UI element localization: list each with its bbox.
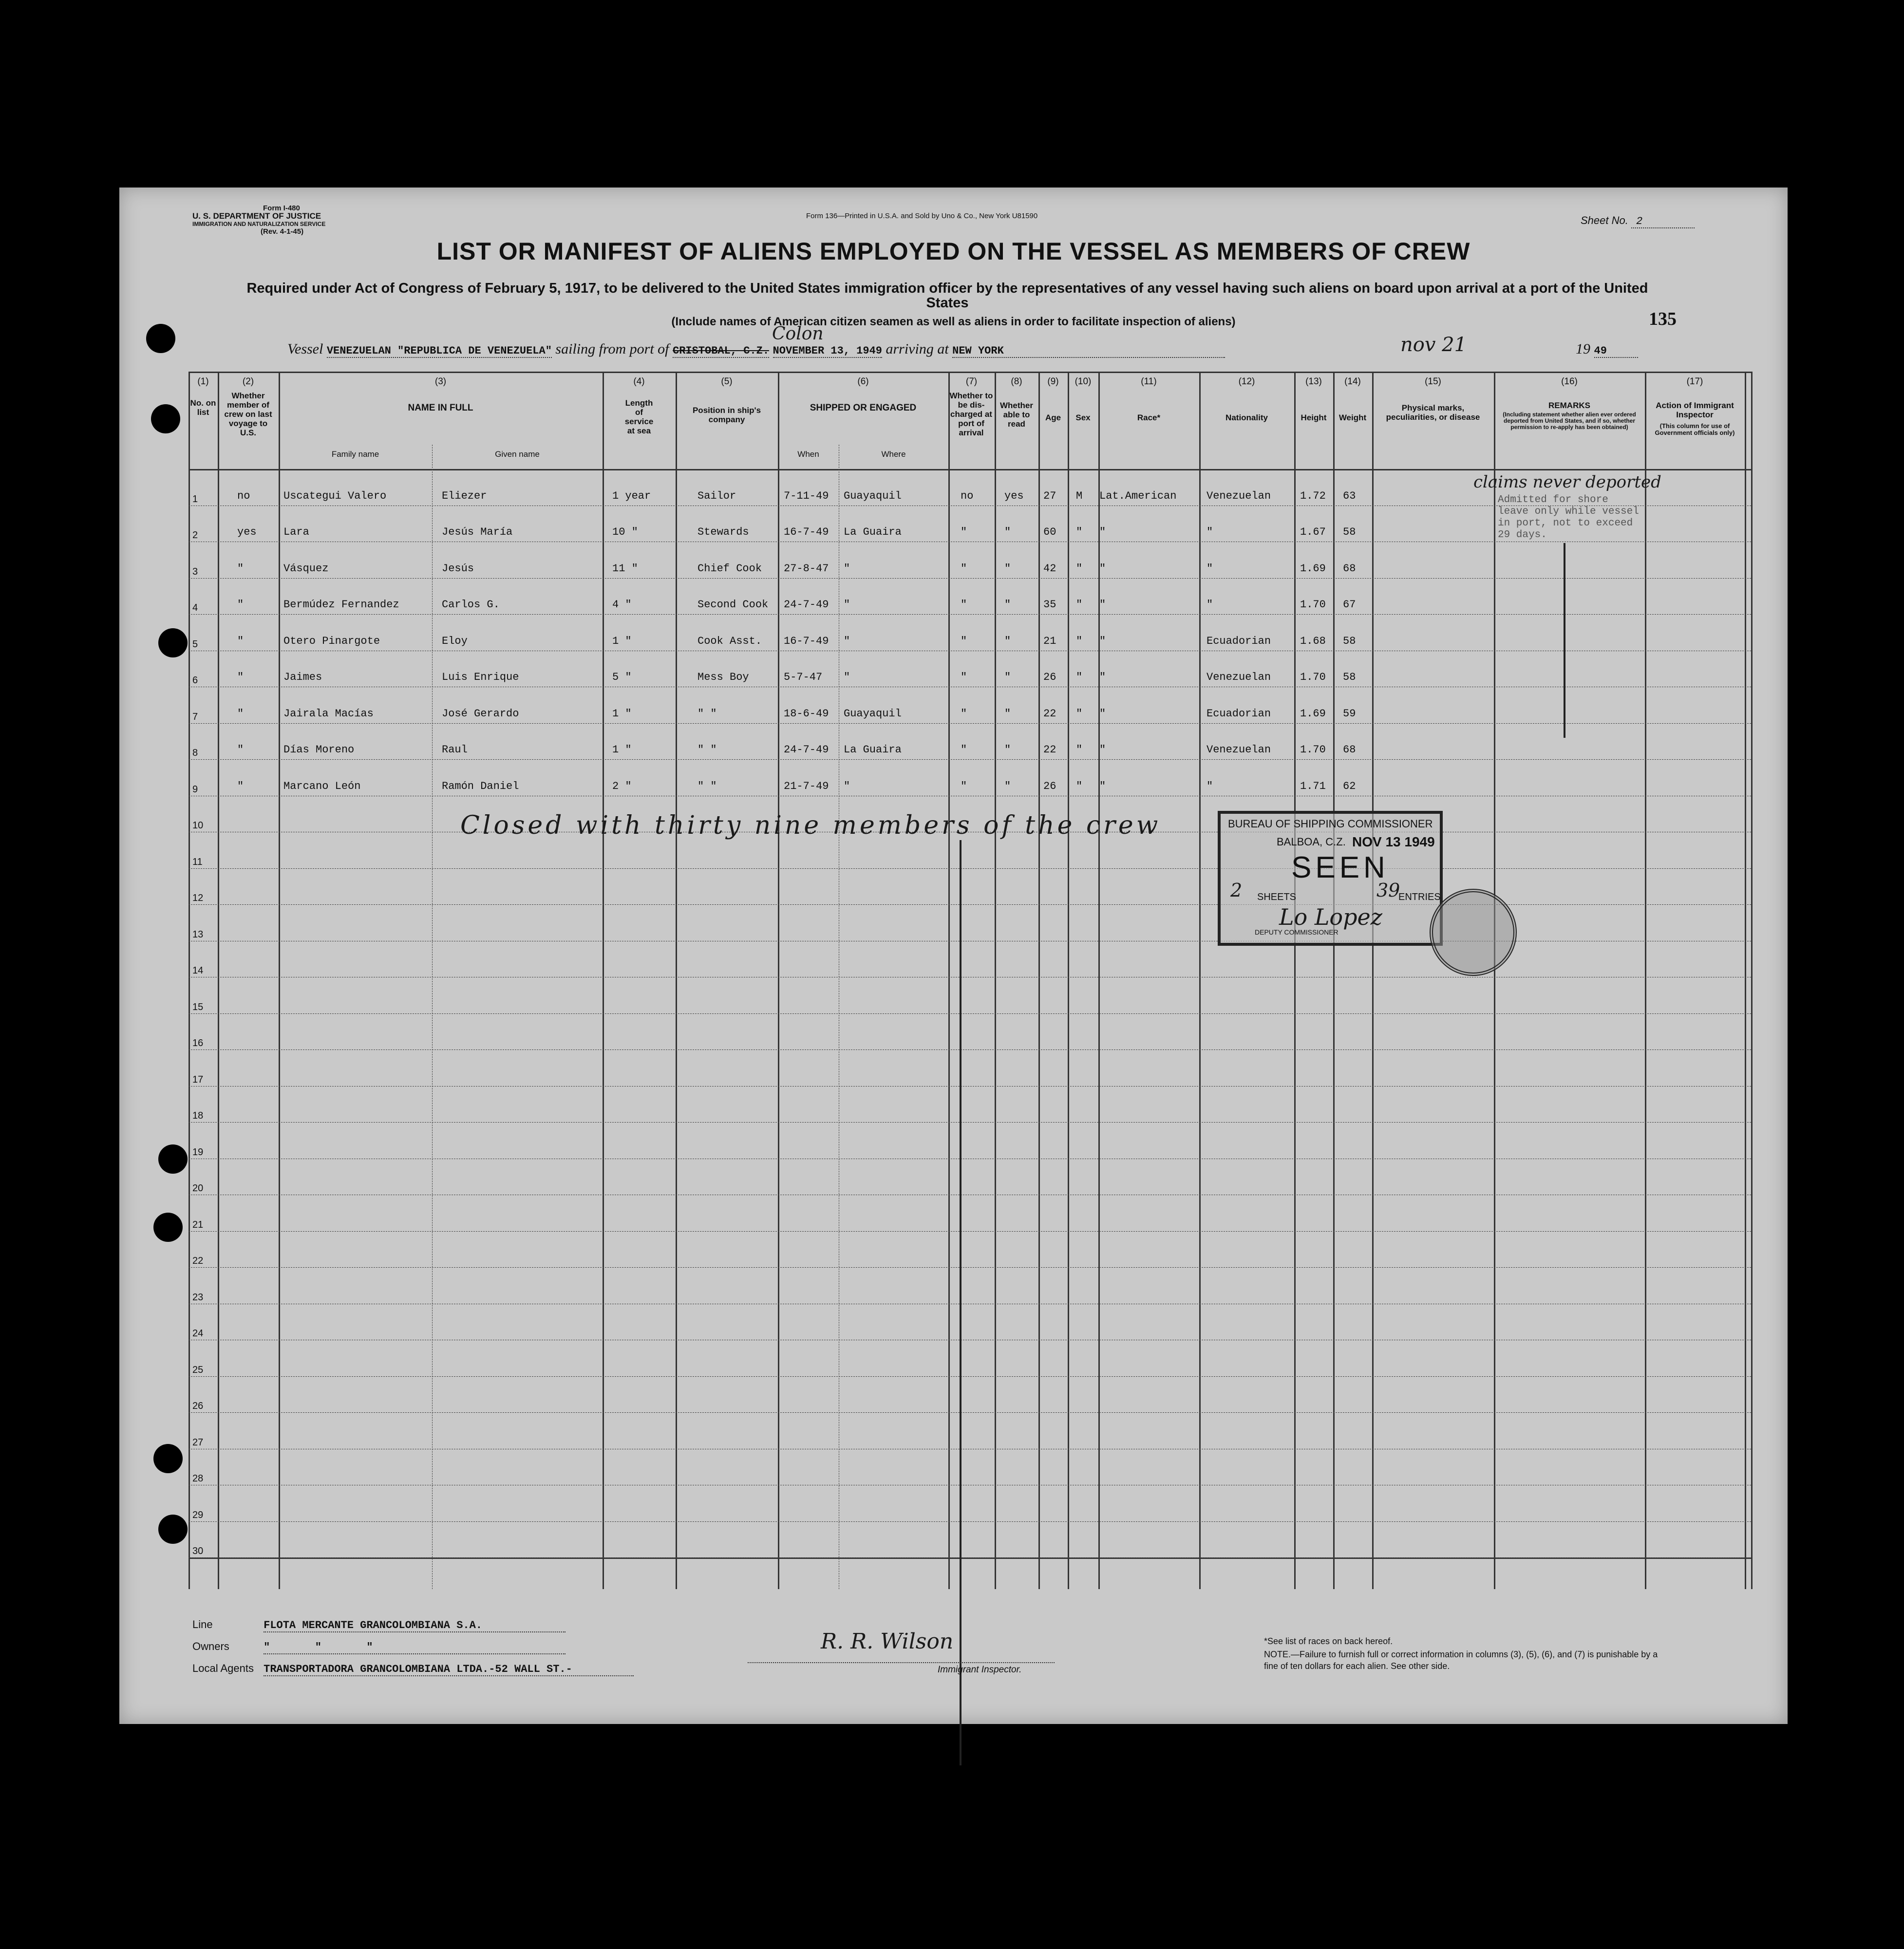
printer-line: Form 136—Printed in U.S.A. and Sold by Uno & Co., New York U81590 — [806, 212, 1038, 220]
cell-nationality: " — [1206, 526, 1213, 538]
col-num-5: (5) — [721, 376, 733, 387]
cell-position: " " — [698, 780, 717, 792]
cell-age: 21 — [1043, 635, 1056, 647]
row-number: 7 — [192, 711, 198, 722]
row-number: 25 — [192, 1364, 204, 1375]
col-head-no: No. on list — [190, 398, 216, 417]
footer-owners-row — [192, 1640, 566, 1654]
row-number: 21 — [192, 1219, 204, 1230]
cell-height: 1.69 — [1300, 562, 1326, 575]
manifest-sheet — [119, 187, 1788, 1724]
cell-service: 5 " — [612, 671, 632, 683]
cell-service: 10 " — [612, 526, 638, 538]
cell-nationality: Venezuelan — [1206, 744, 1271, 756]
cell-service: 1 " — [612, 744, 632, 756]
binder-hole — [153, 1213, 183, 1242]
col-head-where: Where — [881, 450, 906, 459]
cell-discharged: no — [961, 489, 974, 502]
cell-family-name: Jairala Macías — [283, 707, 374, 720]
cell-age: 60 — [1043, 526, 1056, 538]
inspector-label: Immigrant Inspector. — [938, 1665, 1022, 1675]
cell-when: 21-7-49 — [784, 780, 829, 792]
sheet-value: 2 — [1631, 215, 1695, 228]
cell-read: " — [1004, 635, 1011, 647]
page-subnote: (Include names of American citizen seamen as well as aliens in order to facilitate inspection of aliens) — [671, 315, 1236, 328]
cell-discharged: " — [961, 780, 967, 792]
cell-service: 1 " — [612, 635, 632, 647]
col-head-position: Position in ship's company — [692, 406, 761, 424]
year-value: 49 — [1594, 345, 1638, 358]
cell-sex: " — [1076, 671, 1083, 683]
cell-weight: 68 — [1343, 562, 1356, 575]
sailing-label: sailing from port of — [555, 341, 669, 357]
cell-discharged: " — [961, 599, 967, 611]
page-subtitle: Required under Act of Congress of February 5, 1917, to be delivered to the United States immigration officer by the representatives of any vessel having such aliens on board upon arrival at a port of the United States — [246, 281, 1648, 311]
col-head-service: Length of service at sea — [624, 398, 654, 435]
col-num-11: (11) — [1141, 376, 1157, 387]
cell-position: Mess Boy — [698, 671, 749, 683]
agents-label: Local Agents — [192, 1662, 254, 1674]
stamp-signature: Lo Lopez — [1279, 904, 1383, 930]
cell-sex: M — [1076, 489, 1083, 502]
cell-race: " — [1099, 562, 1106, 575]
cell-sex: " — [1076, 599, 1083, 611]
footer-agents-row — [192, 1662, 634, 1676]
cell-family-name: Vásquez — [283, 562, 329, 575]
cell-service: 11 " — [612, 562, 638, 575]
cell-when: 7-11-49 — [784, 489, 829, 502]
cell-when: 18-6-49 — [784, 707, 829, 720]
col-num-13: (13) — [1305, 376, 1322, 387]
row-number: 9 — [192, 784, 198, 795]
cell-race: " — [1099, 526, 1106, 538]
row-rule — [189, 1412, 1751, 1413]
col-head-family-name: Family name — [331, 450, 379, 459]
cell-when: 16-7-49 — [784, 635, 829, 647]
cell-nationality: Venezuelan — [1206, 671, 1271, 683]
row-number: 13 — [192, 929, 204, 940]
row-number: 14 — [192, 965, 204, 976]
col-head-given-name: Given name — [495, 450, 540, 459]
departure-port: CRISTOBAL, C.Z. — [673, 345, 770, 357]
col-head-name: NAME IN FULL — [408, 403, 473, 413]
stamp-entries-label: ENTRIES — [1398, 892, 1441, 902]
cell-where: Guayaquil — [844, 707, 902, 720]
cell-where: La Guaira — [844, 744, 902, 756]
cell-position: Sailor — [698, 489, 736, 502]
col-num-6: (6) — [857, 376, 869, 387]
col-head-race: Race* — [1137, 413, 1161, 422]
arriving-label: arriving at — [886, 341, 949, 357]
cell-weight: 59 — [1343, 707, 1356, 720]
cell-race: " — [1099, 707, 1106, 720]
cell-last-voyage: " — [237, 707, 244, 720]
owners-label: Owners — [192, 1640, 229, 1652]
row-number: 4 — [192, 602, 198, 613]
page-title: LIST OR MANIFEST OF ALIENS EMPLOYED ON THE VESSEL AS MEMBERS OF CREW — [436, 238, 1470, 265]
col-head-physical: Physical marks, peculiarities, or disease — [1386, 403, 1480, 422]
departure-port-handwritten: Colon — [772, 324, 824, 344]
cell-race: " — [1099, 780, 1106, 792]
cell-position: " " — [698, 707, 717, 720]
cell-service: 4 " — [612, 599, 632, 611]
row-number: 11 — [192, 856, 203, 867]
cell-position: Stewards — [698, 526, 749, 538]
cell-sex: " — [1076, 635, 1083, 647]
row-number: 18 — [192, 1110, 204, 1121]
row-rule — [189, 1376, 1751, 1377]
arrival-date: nov 21 — [1400, 334, 1467, 356]
cell-read: " — [1004, 744, 1011, 756]
cell-race: Lat.American — [1099, 489, 1177, 502]
cell-family-name: Uscategui Valero — [283, 489, 387, 502]
col-head-last-voyage: Whether member of crew on last voyage to U.S. — [224, 391, 272, 437]
shipping-commissioner-stamp — [1218, 811, 1443, 946]
cell-last-voyage: no — [237, 489, 250, 502]
cell-given-name: Eloy — [442, 635, 468, 647]
year-field — [1576, 341, 1638, 358]
col-num-8: (8) — [1011, 376, 1022, 387]
row-rule — [189, 1557, 1751, 1558]
col-head-action-note: (This column for use of Government officials only) — [1655, 422, 1735, 436]
cell-weight: 58 — [1343, 671, 1356, 683]
col-num-1: (1) — [197, 376, 209, 387]
row-number: 3 — [192, 566, 198, 577]
cell-height: 1.70 — [1300, 599, 1326, 611]
cell-read: " — [1004, 780, 1011, 792]
binder-hole — [153, 1444, 183, 1473]
remarks-typed: Admitted for shore leave only while vessel in port, not to exceed 29 days. — [1498, 494, 1639, 541]
stamp-deputy: DEPUTY COMMISSIONER — [1255, 928, 1338, 936]
col-head-shipped: SHIPPED OR ENGAGED — [810, 403, 917, 413]
form-service: IMMIGRATION AND NATURALIZATION SERVICE — [192, 221, 326, 227]
cell-where: " — [844, 562, 850, 575]
form-agency: U. S. DEPARTMENT OF JUSTICE — [192, 211, 321, 221]
cell-last-voyage: " — [237, 562, 244, 575]
cell-sex: " — [1076, 744, 1083, 756]
cell-discharged: " — [961, 671, 967, 683]
cell-height: 1.70 — [1300, 671, 1326, 683]
row-rule — [189, 1231, 1751, 1232]
row-rule — [189, 1086, 1751, 1087]
cell-age: 22 — [1043, 707, 1056, 720]
row-number: 23 — [192, 1292, 204, 1303]
cell-when: 16-7-49 — [784, 526, 829, 538]
row-rule — [189, 1122, 1751, 1123]
cell-family-name: Marcano León — [283, 780, 361, 792]
row-number: 27 — [192, 1437, 204, 1448]
col-num-14: (14) — [1344, 376, 1361, 387]
cell-given-name: Ramón Daniel — [442, 780, 519, 792]
cell-family-name: Otero Pinargote — [283, 635, 380, 647]
stamp-bureau: BUREAU OF SHIPPING COMMISSIONER — [1228, 818, 1433, 830]
row-number: 12 — [192, 893, 204, 903]
cell-height: 1.69 — [1300, 707, 1326, 720]
cell-last-voyage: " — [237, 744, 244, 756]
cell-race: " — [1099, 599, 1106, 611]
cell-nationality: " — [1206, 599, 1213, 611]
cell-where: Guayaquil — [844, 489, 902, 502]
row-number: 2 — [192, 530, 198, 541]
col-num-2: (2) — [242, 376, 254, 387]
row-number: 8 — [192, 748, 198, 758]
remarks-handwritten: claims never deported — [1473, 472, 1661, 492]
cell-family-name: Días Moreno — [283, 744, 355, 756]
vessel-name: VENEZUELAN "REPUBLICA DE VENEZUELA" — [326, 345, 552, 357]
cell-when: 24-7-49 — [784, 599, 829, 611]
cell-weight: 63 — [1343, 489, 1356, 502]
row-number: 10 — [192, 820, 204, 831]
cell-where: " — [844, 635, 850, 647]
col-num-10: (10) — [1075, 376, 1092, 387]
col-num-4: (4) — [633, 376, 645, 387]
cell-position: Cook Asst. — [698, 635, 762, 647]
cell-read: " — [1004, 526, 1011, 538]
page-number: 135 — [1649, 309, 1677, 329]
col-num-3: (3) — [434, 376, 447, 387]
row-rule — [189, 1049, 1751, 1050]
cell-family-name: Lara — [283, 526, 309, 538]
row-number: 22 — [192, 1256, 204, 1266]
row-number: 24 — [192, 1328, 204, 1339]
cell-age: 26 — [1043, 671, 1056, 683]
races-note: *See list of races on back hereof. — [1264, 1636, 1393, 1646]
cell-service: 1 " — [612, 707, 632, 720]
cell-weight: 68 — [1343, 744, 1356, 756]
stamp-entries-value: 39 — [1376, 880, 1400, 901]
cell-age: 42 — [1043, 562, 1056, 575]
row-number: 5 — [192, 638, 198, 650]
stamp-sheets-label: SHEETS — [1257, 892, 1297, 902]
cell-when: 24-7-49 — [784, 744, 829, 756]
cell-family-name: Jaimes — [283, 671, 322, 683]
inspector-signature: R. R. Wilson — [821, 1629, 954, 1654]
cell-weight: 58 — [1343, 526, 1356, 538]
cell-sex: " — [1076, 707, 1083, 720]
cell-race: " — [1099, 744, 1106, 756]
col-num-7: (7) — [965, 376, 978, 387]
row-number: 17 — [192, 1074, 204, 1085]
col-head-discharged: Whether to be dis-charged at port of arrival — [949, 391, 993, 437]
cell-when: 5-7-47 — [784, 671, 823, 683]
cell-service: 1 year — [612, 489, 651, 502]
cell-nationality: Venezuelan — [1206, 489, 1271, 502]
cell-given-name: Jesús — [442, 562, 474, 575]
col-head-weight: Weight — [1338, 413, 1367, 422]
cell-last-voyage: " — [237, 599, 244, 611]
cell-family-name: Bermúdez Fernandez — [283, 599, 399, 611]
row-rule — [189, 723, 1751, 724]
departure-date: NOVEMBER 13, 1949 — [773, 345, 882, 357]
cell-given-name: Eliezer — [442, 489, 487, 502]
cell-weight: 58 — [1343, 635, 1356, 647]
col-head-remarks-note: (Including statement whether alien ever ordered deported from United States, and if so, whether permission to re-apply has been obtained) — [1503, 411, 1636, 431]
row-rule — [189, 904, 1751, 905]
cell-read: " — [1004, 707, 1011, 720]
cell-discharged: " — [961, 744, 967, 756]
cell-where: " — [844, 599, 850, 611]
cell-nationality: " — [1206, 562, 1213, 575]
col-num-9: (9) — [1047, 376, 1059, 387]
col-head-nationality: Nationality — [1225, 413, 1268, 422]
row-number: 16 — [192, 1038, 204, 1049]
row-number: 6 — [192, 675, 198, 686]
line-label: Line — [192, 1618, 213, 1630]
cell-read: " — [1004, 562, 1011, 575]
binder-hole — [158, 1515, 188, 1544]
cell-given-name: Raul — [442, 744, 468, 756]
row-number: 28 — [192, 1473, 204, 1484]
col-head-action: Action of Immigrant Inspector — [1656, 401, 1734, 419]
cell-position: Second Cook — [698, 599, 769, 611]
cell-discharged: " — [961, 562, 967, 575]
row-number: 1 — [192, 493, 198, 505]
cell-height: 1.71 — [1300, 780, 1326, 792]
row-number: 30 — [192, 1546, 204, 1556]
cell-nationality: Ecuadorian — [1206, 635, 1271, 647]
cell-given-name: Jesús María — [442, 526, 513, 538]
sheet-number — [1581, 214, 1695, 228]
cell-height: 1.68 — [1300, 635, 1326, 647]
cell-read: " — [1004, 599, 1011, 611]
row-number: 20 — [192, 1183, 204, 1194]
cell-height: 1.72 — [1300, 489, 1326, 502]
row-number: 15 — [192, 1001, 204, 1012]
col-num-12: (12) — [1238, 376, 1255, 387]
row-number: 19 — [192, 1146, 204, 1158]
closing-note: Closed with thirty nine members of the crew — [460, 811, 1161, 840]
col-num-16: (16) — [1561, 376, 1578, 387]
row-rule — [189, 1521, 1751, 1522]
cell-read: " — [1004, 671, 1011, 683]
stamp-date: NOV 13 1949 — [1352, 834, 1435, 849]
cell-position: Chief Cook — [698, 562, 762, 575]
form-agency-block — [192, 205, 325, 236]
cell-age: 27 — [1043, 489, 1056, 502]
cell-race: " — [1099, 635, 1106, 647]
col-head-when: When — [797, 450, 819, 459]
cell-sex: " — [1076, 780, 1083, 792]
line-value: FLOTA MERCANTE GRANCOLOMBIANA S.A. — [264, 1619, 566, 1632]
cell-weight: 62 — [1343, 780, 1356, 792]
cell-given-name: Carlos G. — [442, 599, 500, 611]
col-head-sex: Sex — [1075, 413, 1091, 422]
owners-value: " " " — [264, 1641, 566, 1654]
footer-line-row — [192, 1618, 566, 1632]
inspector-signature-line — [748, 1662, 1055, 1663]
footer-note: NOTE.—Failure to furnish full or correct information in columns (3), (5), (6), and (7) is punishable by a fine of ten dollars for each alien. See other side. — [1264, 1649, 1658, 1671]
cell-when: 27-8-47 — [784, 562, 829, 575]
cell-age: 26 — [1043, 780, 1056, 792]
agents-value: TRANSPORTADORA GRANCOLOMBIANA LTDA.-52 WALL ST.- — [264, 1663, 634, 1676]
cell-discharged: " — [961, 707, 967, 720]
cell-sex: " — [1076, 526, 1083, 538]
cell-last-voyage: " — [237, 671, 244, 683]
row-rule — [189, 614, 1751, 615]
arrival-port: NEW YORK — [952, 345, 1225, 358]
cell-where: " — [844, 780, 850, 792]
cell-age: 22 — [1043, 744, 1056, 756]
voyage-line — [287, 341, 1225, 358]
cell-position: " " — [698, 744, 717, 756]
cell-where: " — [844, 671, 850, 683]
inspector-vertical-line — [960, 840, 961, 1765]
row-number: 29 — [192, 1509, 204, 1520]
col-head-read: Whether able to read — [1000, 401, 1033, 429]
col-head-height: Height — [1301, 413, 1327, 422]
stamp-seen: SEEN — [1291, 851, 1389, 884]
remarks-ditto-line — [1564, 543, 1565, 738]
cell-height: 1.70 — [1300, 744, 1326, 756]
official-seal — [1430, 889, 1517, 976]
vessel-label: Vessel — [287, 341, 323, 357]
cell-given-name: Luis Enrique — [442, 671, 519, 683]
cell-last-voyage: " — [237, 780, 244, 792]
row-rule — [189, 868, 1751, 869]
binder-hole — [158, 1144, 188, 1174]
sheet-label: Sheet No. — [1581, 214, 1628, 226]
row-rule — [189, 759, 1751, 760]
crew-table — [189, 372, 1751, 1589]
cell-where: La Guaira — [844, 526, 902, 538]
cell-nationality: " — [1206, 780, 1213, 792]
cell-given-name: José Gerardo — [442, 707, 519, 720]
col-head-remarks: REMARKS — [1548, 401, 1590, 410]
cell-race: " — [1099, 671, 1106, 683]
cell-sex: " — [1076, 562, 1083, 575]
cell-nationality: Ecuadorian — [1206, 707, 1271, 720]
cell-last-voyage: yes — [237, 526, 257, 538]
row-rule — [189, 1267, 1751, 1268]
cell-age: 35 — [1043, 599, 1056, 611]
cell-read: yes — [1004, 489, 1024, 502]
row-rule — [189, 1013, 1751, 1014]
cell-last-voyage: " — [237, 635, 244, 647]
stamp-sheets-value: 2 — [1230, 880, 1243, 901]
cell-height: 1.67 — [1300, 526, 1326, 538]
form-revision: (Rev. 4-1-45) — [261, 227, 304, 236]
col-num-17: (17) — [1686, 376, 1703, 387]
stamp-place: BALBOA, C.Z. — [1277, 836, 1346, 848]
binder-hole — [158, 628, 188, 657]
form-number: Form I-480 — [263, 204, 300, 212]
cell-service: 2 " — [612, 780, 632, 792]
cell-weight: 67 — [1343, 599, 1356, 611]
cell-discharged: " — [961, 635, 967, 647]
cell-discharged: " — [961, 526, 967, 538]
row-rule — [189, 578, 1751, 579]
row-number: 26 — [192, 1401, 204, 1411]
col-head-age: Age — [1045, 413, 1061, 422]
col-num-15: (15) — [1425, 376, 1441, 387]
year-prefix: 19 — [1576, 341, 1590, 357]
binder-hole — [151, 404, 180, 433]
